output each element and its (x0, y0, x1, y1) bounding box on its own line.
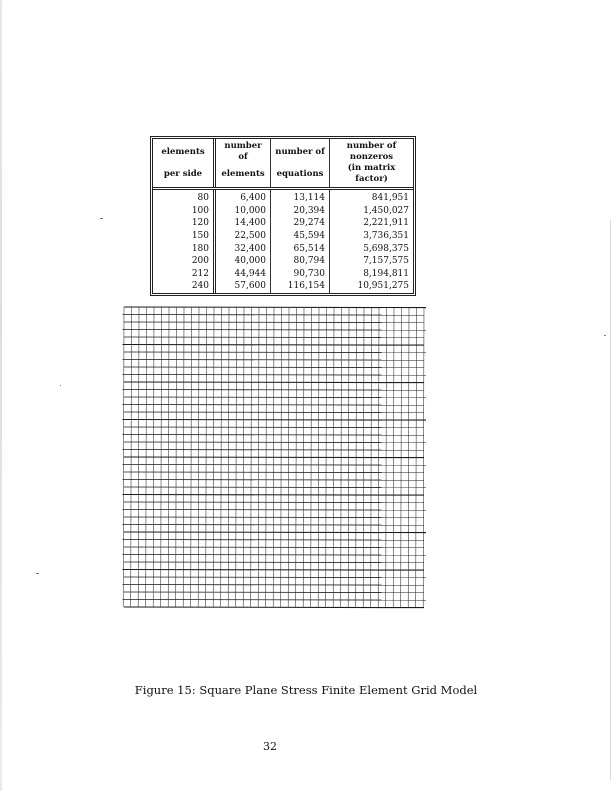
table-cell: 20,394 (271, 205, 330, 218)
table-cell: 6,400 (215, 189, 271, 206)
table-cell: 44,944 (215, 268, 271, 281)
header-cell: equations (271, 163, 330, 189)
mesh-horizontal-line (123, 555, 427, 556)
table-cell: 180 (191, 243, 209, 254)
table-row (153, 205, 413, 218)
table-cell: 10,951,275 (330, 280, 414, 293)
mesh-horizontal-line (124, 502, 424, 503)
header-cell: (in matrix factor) (330, 163, 414, 189)
table-row (153, 218, 413, 231)
table-cell: 65,514 (271, 243, 330, 256)
table-header-row (153, 163, 413, 189)
table-cell: 8,194,811 (330, 268, 414, 281)
header-cell: number of nonzeros (330, 139, 414, 163)
table-row (153, 268, 413, 281)
table-cell: 32,400 (215, 243, 271, 256)
header-cell: number of (215, 139, 271, 163)
table-cell: 45,594 (271, 230, 330, 243)
mesh-horizontal-line (124, 607, 424, 608)
scan-speck (36, 573, 39, 574)
table-cell: 116,154 (271, 280, 330, 293)
mesh-horizontal-line (124, 457, 424, 458)
figure-caption: Figure 15: Square Plane Stress Finite Element Grid Model (134, 683, 478, 697)
mesh-horizontal-line (124, 412, 424, 413)
table-cell: 5,698,375 (330, 243, 414, 256)
mesh-vertical-line (408, 307, 409, 607)
header-cell: elements (215, 163, 271, 189)
scan-edge-left (0, 0, 2, 791)
table-cell: 13,114 (271, 189, 330, 206)
table-cell: 80 (197, 193, 209, 204)
mesh-horizontal-line (124, 427, 424, 428)
table-cell: 120 (191, 218, 209, 229)
mesh-horizontal-line (123, 330, 427, 331)
square-grid-mesh (121, 304, 427, 610)
table-cell: 22,500 (215, 230, 271, 243)
table-row (153, 243, 413, 256)
header-cell: per side (153, 163, 215, 189)
table-cell: 3,736,351 (330, 230, 414, 243)
scan-speck (604, 335, 606, 336)
table-cell: 10,000 (215, 205, 271, 218)
scan-speck (100, 218, 103, 219)
mesh-vertical-line (423, 307, 424, 607)
table-cell: 14,400 (215, 218, 271, 231)
header-cell: number of (271, 139, 330, 163)
mesh-horizontal-line (124, 577, 426, 578)
table-cell: 240 (191, 281, 209, 292)
mesh-horizontal-line (124, 307, 426, 308)
mesh-horizontal-line (124, 562, 424, 563)
table-row (153, 255, 413, 268)
mesh-horizontal-line (124, 487, 426, 488)
table-cell: 2,221,911 (330, 218, 414, 231)
mesh-horizontal-line (124, 592, 424, 593)
finite-element-grid-figure (121, 304, 427, 610)
table-cell: 90,730 (271, 268, 330, 281)
mesh-horizontal-line (124, 352, 426, 353)
mesh-horizontal-line (123, 465, 427, 466)
mesh-horizontal-line (124, 397, 426, 398)
table-row (153, 280, 413, 293)
header-cell: elements (161, 146, 205, 157)
table-cell: 7,157,575 (330, 255, 414, 268)
table-cell: 150 (191, 230, 209, 241)
mesh-vertical-line (123, 307, 124, 607)
table-cell: 40,000 (215, 255, 271, 268)
mesh-horizontal-line (124, 472, 424, 473)
table-cell: 841,951 (330, 189, 414, 206)
mesh-horizontal-line (124, 547, 424, 548)
page-number: 32 (263, 740, 277, 753)
table-cell: 29,274 (271, 218, 330, 231)
mesh-statistics-table (150, 136, 416, 296)
table-header-row (153, 139, 413, 163)
table-row (153, 230, 413, 243)
mesh-horizontal-line (123, 375, 427, 376)
mesh-horizontal-line (123, 510, 427, 511)
table-cell: 1,450,027 (330, 205, 414, 218)
scan-speck (60, 385, 61, 386)
table-row (153, 189, 413, 206)
table-cell: 100 (191, 205, 209, 216)
mesh-horizontal-line (124, 532, 426, 533)
table-cell: 80,794 (271, 255, 330, 268)
table-cell: 200 (191, 256, 209, 267)
table-cell: 57,600 (215, 280, 271, 293)
mesh-horizontal-line (124, 442, 426, 443)
mesh-vertical-line (401, 307, 402, 607)
mesh-horizontal-line (124, 517, 424, 518)
table-cell: 212 (191, 268, 209, 279)
mesh-horizontal-line (123, 420, 427, 421)
mesh-vertical-line (416, 307, 417, 607)
